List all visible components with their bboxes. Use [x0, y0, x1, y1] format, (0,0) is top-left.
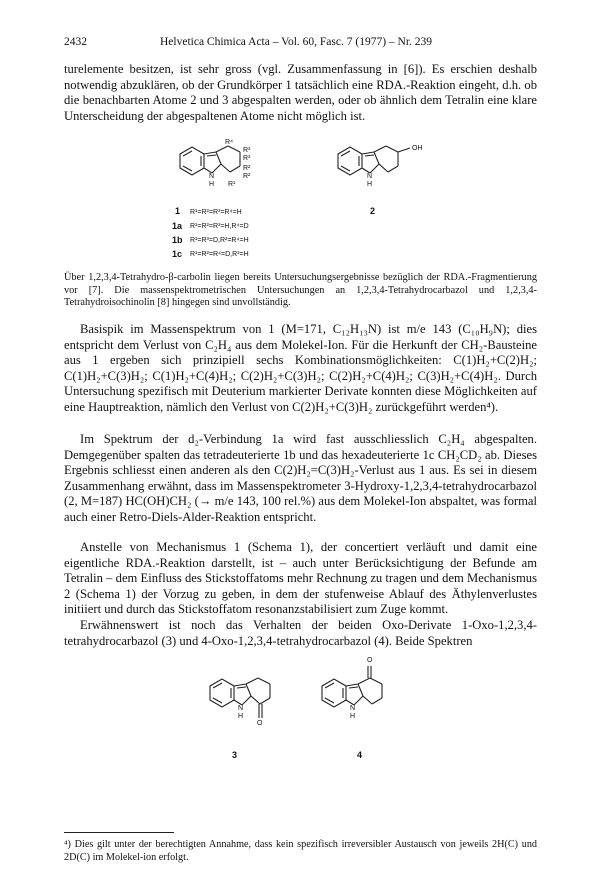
body-paragraph-1	[64, 322, 537, 416]
body-text-4: Erwähnenswert ist noch das Verhalten der beiden Oxo-Derivate 1-Oxo-1,2,3,4-tetrahydrocarbazol (3) und 4-Oxo-1,2,3,4-tetrahydrocarbazol (4). Beide Spektren	[64, 618, 537, 648]
atom-n-1: N	[209, 173, 215, 180]
atom-n-2: N	[367, 173, 373, 180]
footnote-text: Dies gilt unter der berechtigten Annahme, dass kein spezifisch irreversibler Austausch von jeweils 2H(C) und 2D(C) im Molekel-ion erfolgt.	[64, 839, 538, 863]
label-r2-upper: R²	[243, 165, 251, 172]
structure-4-oxo-tetrahydrocarbazole	[316, 664, 406, 734]
atom-h-3: H	[238, 713, 244, 720]
compound-label-4: 4	[357, 750, 363, 760]
body-paragraph-3	[64, 540, 537, 618]
compound-label-3: 3	[232, 750, 238, 760]
label-r1: R¹	[228, 181, 236, 188]
body-text-2: Im Spektrum der d₂-Verbindung 1a wird fast ausschliesslich C₂H₄ abgespalten. Demgegenüber spalten das tetradeuterierte 1b und das hexadeuterierte 1c CH₂CD₂ ab. Dieses Ergebnis schliesst einen anderen als den C(2)H₂=C(3)H₂-Verlust aus 1 aus. Es sei in diesem Zusammenhang erwähnt, dass im Massenspektrometer 3-Hydroxy-1,2,3,4-tetrahydrocarbazol (2, M=187) HC(OH)CH₂ (→ m/e 143, 100 rel.%) aus dem Molekel-Ion abspaltet, was formal auch einer Retro-Diels-Alder-Reaktion entspricht.	[64, 432, 537, 524]
body-paragraph-4	[64, 618, 537, 649]
intro-text: turelemente besitzen, ist sehr gross (vgl. Zusammenfassung in [6]). Es erschien deshalb notwendig abzuklären, ob der Grundkörper 1 tatsächlich eine RDA.-Reaktion eingeht, d.h. ob die benachbarten Atome 2 und 3 abgespalten werden, oder ob ähnlich dem Tetralin eine klare Unterscheidung der abgespaltenen Atome nicht möglich ist.	[64, 62, 537, 123]
page-number: 2432	[64, 36, 87, 48]
label-r4: R⁴	[225, 139, 234, 146]
atom-n-4: N	[350, 705, 356, 712]
label-oh: OH	[412, 145, 423, 152]
atom-h-1: H	[209, 181, 215, 188]
variant-text-1c: R¹=R²=R⁴=D,R³=H	[190, 251, 249, 258]
variant-text-1a: R¹=R²=R³=H,R⁴=D	[190, 223, 249, 230]
footnote-mark: ⁴)	[64, 839, 71, 850]
atom-o-3: O	[257, 720, 263, 727]
variant-text-1b: R¹=R³=D,R²=R⁴=H	[190, 237, 249, 244]
body-text-1: Basispik im Massenspektrum von 1 (M=171, C₁₂H₁₃N) ist m/e 143 (C₁₀H₉N); dies entspricht dem Verlust von C₂H₄ aus dem Molekel-Ion. Für die Herkunft der CH₂-Bausteine aus 1 ergeben sich prinzipiell sechs Kombinationsmöglichkeiten: C(1)H₂+C(2)H₂; C(1)H₂+C(3)H₂; C(1)H₂+C(4)H₂; C(2)H₂+C(3)H₂; C(2)H₂+C(4)H₂; C(3)H₂+C(4)H₂. Durch Untersuchung spezifisch mit Deuterium markierter Derivate konnten diese Möglichkeiten auf eine Hauptreaktion, nämlich den Verlust von C(2)H₂+C(3)H₂ zurückgeführt werden⁴).	[64, 322, 537, 414]
atom-n-3: N	[238, 705, 244, 712]
body-text-3: Anstelle von Mechanismus 1 (Schema 1), der concertiert verläuft und damit eine eigentliche RDA.-Reaktion darstellt, ist – auch unter Berücksichtigung der Befunde am Tetralin – dem Einfluss des Stickstoffatoms mehr Rechnung zu tragen und dem Mechanismus 2 (Schema 1) der Vorzug zu geben, in dem der stufenweise Ablauf des Äthylenverlustes initiiert und durch das Stickstoffatom resonanzstabilisiert zum Zuge kommt.	[64, 540, 537, 617]
body-paragraph-2	[64, 432, 537, 526]
atom-h-2: H	[367, 181, 373, 188]
atom-h-4: H	[350, 713, 356, 720]
variant-text-1: R¹=R²=R³=R⁴=H	[190, 209, 242, 216]
label-r2-lower: R²	[243, 173, 251, 180]
variant-id-1a: 1a	[172, 221, 183, 231]
compound-label-2: 2	[370, 206, 376, 216]
intro-paragraph	[64, 62, 537, 124]
footnote	[64, 838, 537, 864]
footnote-rule	[64, 832, 174, 833]
atom-o-4: O	[367, 657, 373, 664]
caption-text: Über 1,2,3,4-Tetrahydro-β-carbolin liegen bereits Untersuchungsergebnisse bezüglich der RDA.-Fragmentierung vor [7]. Die massenspektrometrischen Untersuchungen an 1,2,3,4-Tetrahydrocarbazol und 1,2,3,4-Tetrahydroisochinolin [8] hingegen sind unvollständig.	[64, 272, 537, 309]
journal-citation: Helvetica Chimica Acta – Vol. 60, Fasc. 7 (1977) – Nr. 239	[160, 36, 433, 48]
variant-id-1b: 1b	[172, 235, 183, 245]
compound-label-1: 1	[175, 206, 181, 216]
label-r3-upper: R³	[243, 147, 251, 154]
figure-caption	[64, 272, 537, 310]
structure-3-oxo-tetrahydrocarbazole	[204, 672, 294, 742]
label-r3-lower: R³	[243, 155, 251, 162]
structure-1-tetrahydrocarbazole	[170, 140, 280, 200]
variant-id-1c: 1c	[172, 249, 183, 259]
